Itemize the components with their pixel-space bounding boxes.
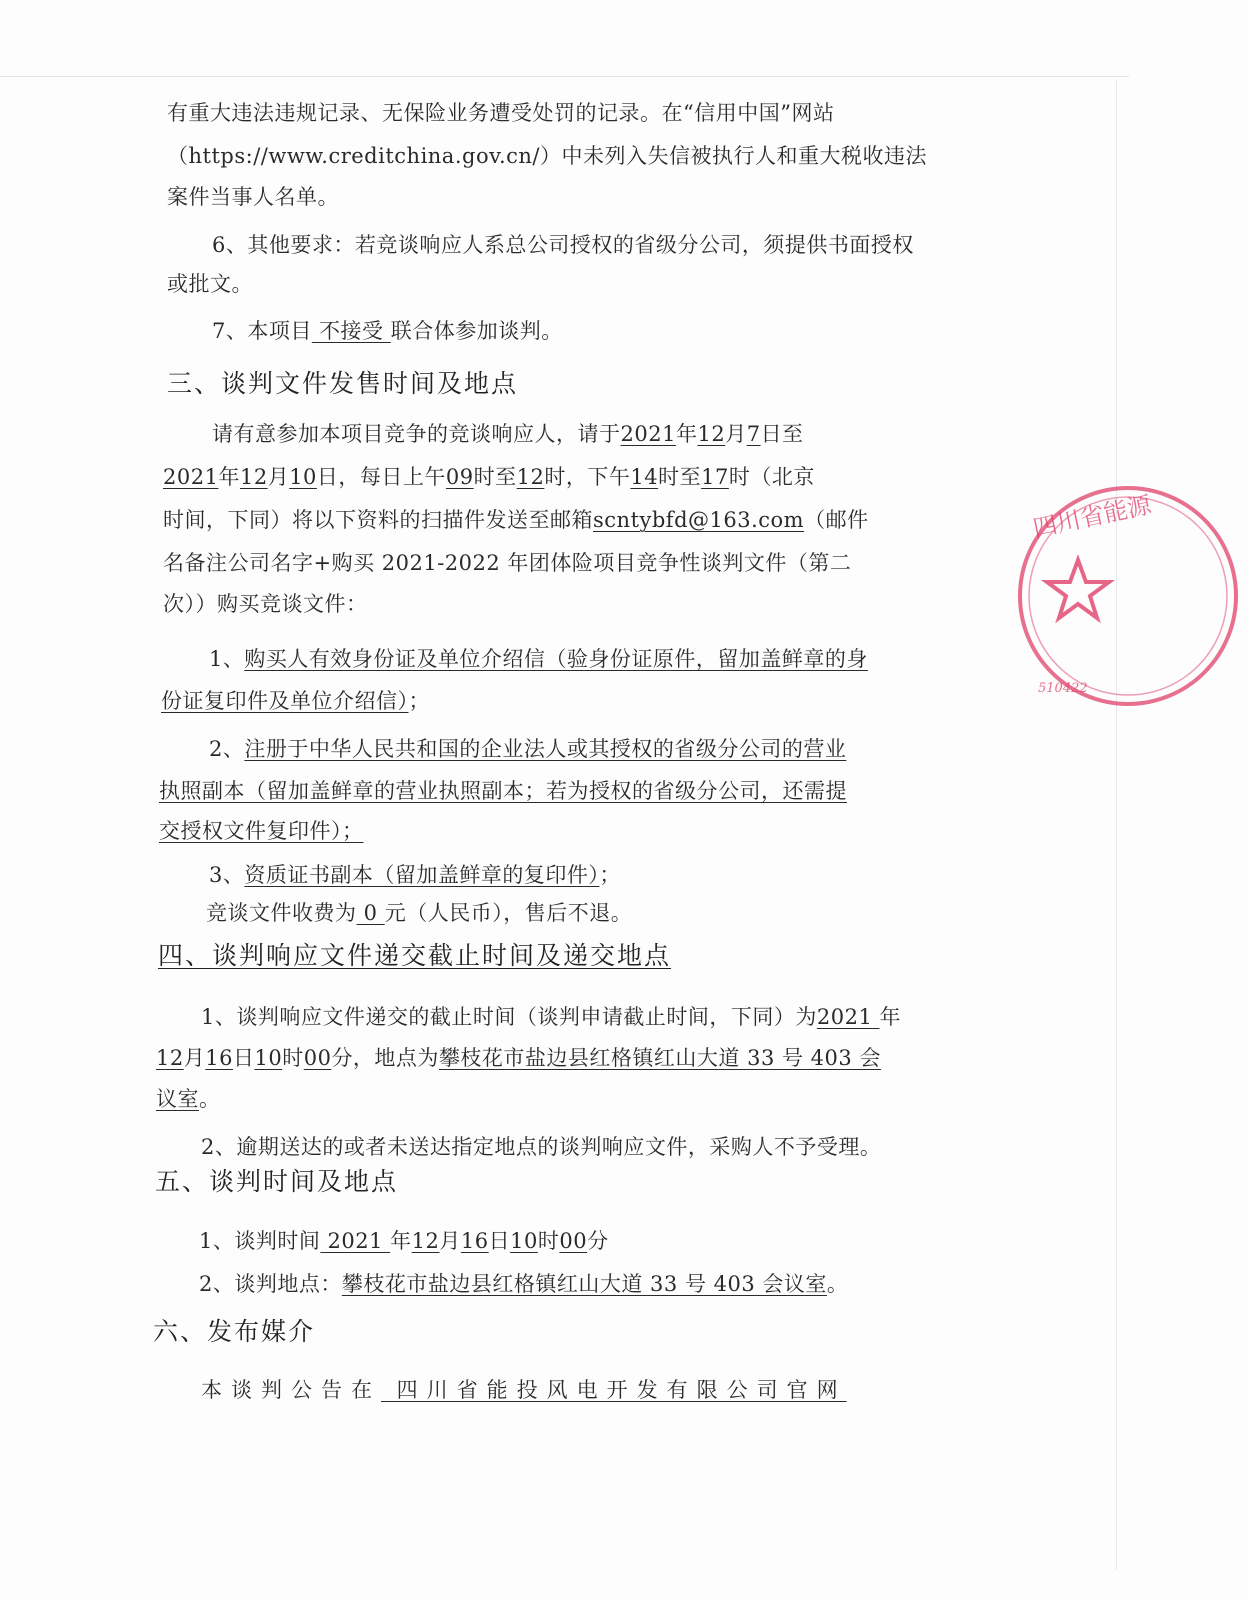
text-run: 联合体参加谈判。 [390, 319, 563, 343]
text-run: 时间，下同）将以下资料的扫描件发送至邮箱 [163, 508, 593, 532]
underlined-value: 00 [303, 1046, 332, 1070]
seal-arc-text: 四川省能源 [1030, 490, 1154, 543]
paragraph-line: 次））购买竞谈文件： [163, 592, 368, 616]
heading-text: 四、谈判响应文件递交截止时间及递交地点 [158, 941, 672, 970]
text-run: 年 [879, 1005, 901, 1029]
list-item-continuation [159, 777, 847, 805]
paragraph-line [163, 506, 869, 534]
seal-graphic [1008, 478, 1248, 718]
text-run: 分 [587, 1229, 609, 1253]
paragraph-line [201, 1376, 847, 1404]
underlined-value: 10 [254, 1046, 283, 1070]
text-run: 月 [267, 465, 290, 489]
seal-code: 510422 [1038, 681, 1088, 696]
text-run: 7、本项目 [212, 319, 312, 343]
underlined-value: 00 [559, 1229, 588, 1253]
email-address: scntybfd@163.com [593, 508, 805, 532]
underlined-value: 12 [516, 465, 545, 489]
underlined-text: 议室 [156, 1087, 199, 1111]
text-run: 日至 [760, 422, 804, 446]
text-run: 月 [725, 422, 747, 446]
underlined-value: 10 [289, 465, 317, 489]
scan-border-top [0, 76, 1129, 77]
text-run: 时 [537, 1229, 560, 1253]
text-run: ； [599, 863, 621, 887]
underlined-value: 12 [239, 465, 268, 489]
underlined-value: 2021 [163, 465, 219, 489]
text-run: 请有意参加本项目竞争的竞谈响应人，请于 [212, 422, 621, 446]
item-number: 2、 [209, 737, 245, 761]
paragraph-line [201, 1003, 901, 1031]
seal-star-icon [1047, 560, 1109, 618]
list-item [209, 645, 868, 673]
paragraph-line: 2、逾期送达的或者未送达指定地点的谈判响应文件，采购人不予受理。 [201, 1135, 882, 1159]
paragraph-line [156, 1085, 221, 1113]
text-run: （邮件 [804, 508, 869, 532]
text-run: 1、谈判响应文件递交的截止时间（谈判申请截止时间，下同）为 [201, 1005, 817, 1029]
underlined-text: 购买人有效身份证及单位介绍信（验身份证原件，留加盖鲜章的身 [244, 647, 868, 671]
text-run: 时至 [658, 465, 702, 489]
underlined-text: 份证复印件及单位介绍信） [161, 689, 409, 713]
item-number: 1、 [209, 647, 245, 671]
paragraph-line [206, 899, 632, 927]
underlined-value: 17 [701, 465, 729, 489]
paragraph-line [199, 1227, 609, 1255]
scan-border-right [1116, 80, 1117, 1570]
text-run: 日 [488, 1229, 511, 1253]
paragraph-line [212, 317, 563, 345]
text-run: 1、谈判时间 [199, 1229, 321, 1253]
text-run: 时 [282, 1046, 304, 1070]
underlined-value: 16 [460, 1229, 489, 1253]
underlined-text: 执照副本（留加盖鲜章的营业执照副本；若为授权的省级分公司，还需提 [159, 779, 847, 803]
paragraph-line: 案件当事人名单。 [167, 185, 339, 209]
underlined-value: 16 [205, 1046, 233, 1070]
text-run: 本谈判公告在 [201, 1378, 381, 1402]
underlined-text: 四川省能投风电开发有限公司官网 [381, 1378, 847, 1402]
section-heading: 五、谈判时间及地点 [155, 1167, 399, 1196]
underlined-value: 09 [445, 465, 474, 489]
text-run: 月 [439, 1229, 461, 1253]
text-run: 元（人民币），售后不退。 [384, 901, 633, 925]
text-run: 。 [826, 1272, 849, 1296]
text-run: 分，地点为 [331, 1046, 439, 1070]
paragraph-line: （https://www.creditchina.gov.cn/）中未列入失信被执行人和重大税收违法 [167, 144, 927, 168]
underlined-value: 2021 [620, 422, 676, 446]
text-run: 年 [675, 422, 698, 446]
underlined-value: 10 [510, 1229, 538, 1253]
text-run: 竞谈文件收费为 [206, 901, 357, 925]
text-run: ； [408, 689, 430, 713]
section-heading: 六、发布媒介 [153, 1317, 316, 1346]
underlined-text: 注册于中华人民共和国的企业法人或其授权的省级分公司的营业 [244, 737, 847, 761]
section-heading: 三、谈判文件发售时间及地点 [167, 369, 519, 398]
item-number: 3、 [209, 863, 245, 887]
section-heading [158, 942, 671, 970]
text-run: 。 [199, 1087, 221, 1111]
paragraph-line: 或批文。 [167, 272, 253, 296]
text-run: 月 [183, 1046, 206, 1070]
underlined-value: 14 [630, 465, 659, 489]
underlined-value: 12 [156, 1046, 184, 1070]
text-run: 2、谈判地点： [199, 1272, 342, 1296]
text-run: 年 [390, 1229, 412, 1253]
paragraph-line: 有重大违法违规记录、无保险业务遭受处罚的记录。在“信用中国”网站 [167, 101, 835, 125]
text-run: 时至 [473, 465, 517, 489]
text-run: 时，下午 [544, 465, 631, 489]
paragraph-line [199, 1270, 848, 1298]
underlined-value: 2021 [816, 1005, 880, 1029]
underlined-value: 0 [356, 901, 385, 925]
paragraph-line: 6、其他要求：若竞谈响应人系总公司授权的省级分公司，须提供书面授权 [212, 233, 914, 257]
paragraph-line [156, 1044, 881, 1072]
text-run: 日 [232, 1046, 255, 1070]
list-item-continuation [159, 817, 364, 845]
underlined-value: 7 [746, 422, 761, 446]
underlined-value: 12 [697, 422, 726, 446]
underlined-value: 2021 [320, 1229, 391, 1253]
company-seal [1008, 478, 1154, 708]
paragraph-line [212, 420, 804, 448]
paragraph-line [163, 463, 815, 491]
underlined-text: 攀枝花市盐边县红格镇红山大道 33 号 403 会 [438, 1046, 881, 1070]
list-item [209, 735, 846, 763]
underlined-value: 不接受 [311, 319, 391, 343]
paragraph-line: 名备注公司名字+购买 2021-2022 年团体险项目竞争性谈判文件（第二 [163, 551, 852, 575]
list-item [209, 861, 621, 889]
text-run: 年 [218, 465, 240, 489]
underlined-value: 12 [411, 1229, 440, 1253]
underlined-text: 交授权文件复印件）； [159, 819, 364, 843]
underlined-text: 攀枝花市盐边县红格镇红山大道 33 号 403 会议室 [341, 1272, 827, 1296]
list-item-continuation [161, 687, 430, 715]
underlined-text: 资质证书副本（留加盖鲜章的复印件） [244, 863, 600, 887]
text-run: 时（北京 [728, 465, 815, 489]
text-run: 日，每日上午 [316, 465, 446, 489]
